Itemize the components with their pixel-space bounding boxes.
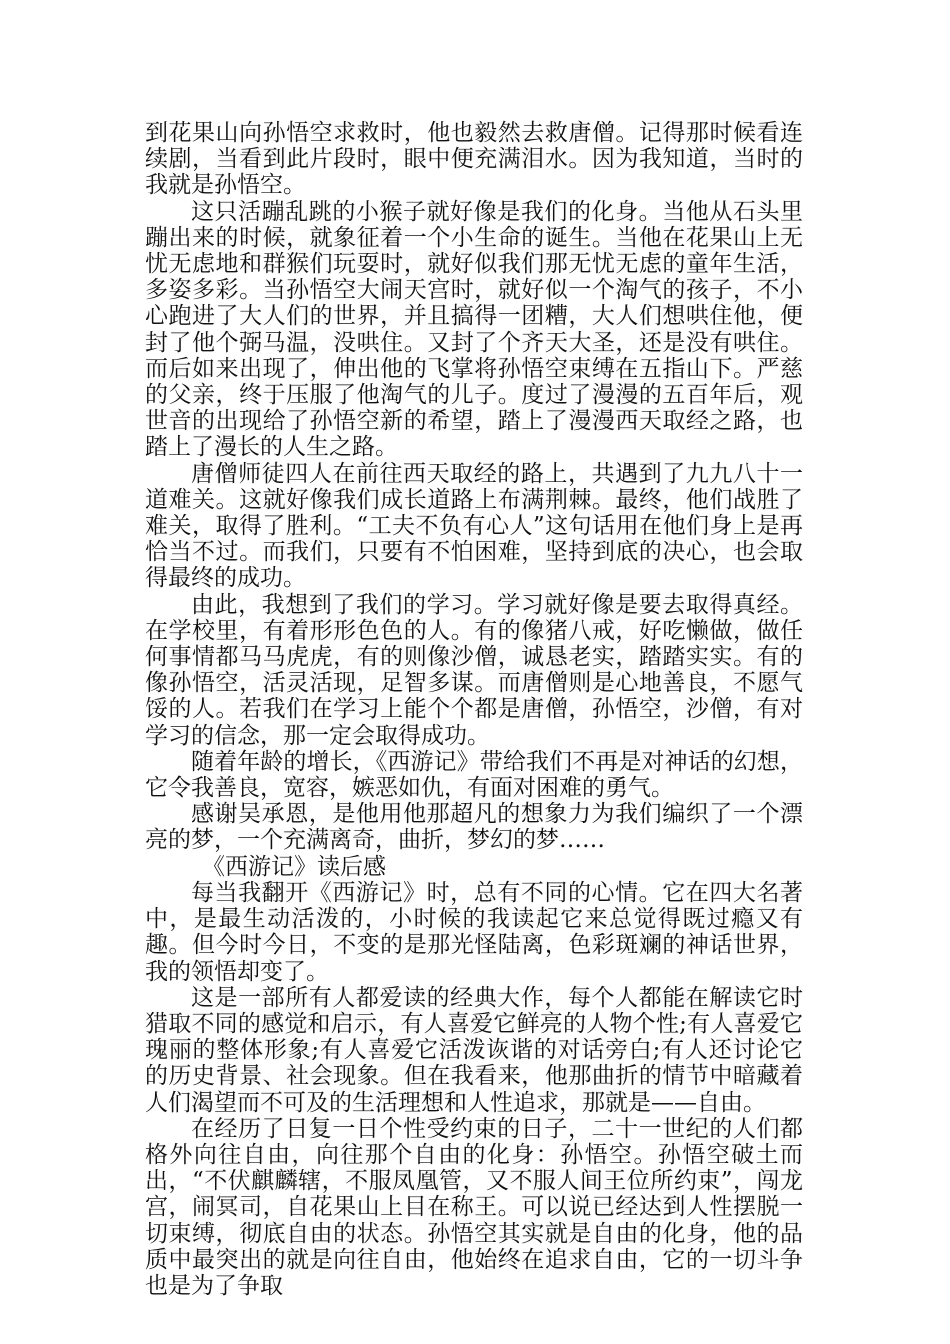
paragraph-1: 到花果山向孙悟空求救时，他也毅然去救唐僧。记得那时候看连续剧，当看到此片段时，眼中便充满泪水。因为我知道，当时的我就是孙悟空。 — [145, 120, 803, 199]
document-page — [145, 120, 803, 1299]
paragraph-7: 每当我翻开《西游记》时，总有不同的心情。它在四大名著中，是最生动活泼的，小时候的我读起它来总觉得既过瘾又有趣。但今时今日，不变的是那光怪陆离，色彩斑斓的神话世界，我的领悟却变了。 — [145, 879, 803, 985]
paragraph-6: 感谢吴承恩，是他用他那超凡的想象力为我们编织了一个漂亮的梦，一个充满离奇，曲折，梦幻的梦…… — [145, 801, 803, 854]
paragraph-2: 这只活蹦乱跳的小猴子就好像是我们的化身。当他从石头里蹦出来的时候，就象征着一个小生命的诞生。当他在花果山上无忧无虑地和群猴们玩耍时，就好似我们那无忧无虑的童年生活，多姿多彩。当孙悟空大闹天宫时，就好似一个淘气的孩子，不小心跑进了大人们的世界，并且搞得一团糟，大人们想哄住他，便封了他个弼马温，没哄住。又封了个齐天大圣，还是没有哄住。而后如来出现了，伸出他的飞掌将孙悟空束缚在五指山下。严慈的父亲，终于压服了他淘气的儿子。度过了漫漫的五百年后，观世音的出现给了孙悟空新的希望，踏上了漫漫西天取经之路，也踏上了漫长的人生之路。 — [145, 198, 803, 461]
section-heading: 《西游记》读后感 — [202, 853, 386, 880]
paragraph-3: 唐僧师徒四人在前往西天取经的路上，共遇到了九九八十一道难关。这就好像我们成长道路上布满荆棘。最终，他们战胜了难关，取得了胜利。“工夫不负有心人”这句话用在他们身上是再恰当不过。而我们，只要有不怕困难，坚持到底的决心，也会取得最终的成功。 — [145, 460, 803, 592]
paragraph-8: 这是一部所有人都爱读的经典大作，每个人都能在解读它时猎取不同的感觉和启示，有人喜爱它鲜亮的人物个性;有人喜爱它瑰丽的整体形象;有人喜爱它活泼诙谐的对话旁白;有人还讨论它的历史背景、社会现象。但在我看来，他那曲折的情节中暗藏着人们渴望而不可及的生活理想和人性追求，那就是——自由。 — [145, 984, 803, 1116]
paragraph-4: 由此，我想到了我们的学习。学习就好像是要去取得真经。在学校里，有着形形色色的人。有的像猪八戒，好吃懒做，做任何事情都马马虎虎，有的则像沙僧，诚恳老实，踏踏实实。有的像孙悟空，活灵活现，足智多谋。而唐僧则是心地善良，不愿气馁的人。若我们在学习上能个个都是唐僧，孙悟空，沙僧，有对学习的信念，那一定会取得成功。 — [145, 591, 803, 749]
paragraph-5: 随着年龄的增长，《西游记》带给我们不再是对神话的幻想，它令我善良，宽容，嫉恶如仇，有面对困难的勇气。 — [145, 748, 803, 802]
paragraph-9: 在经历了日复一日个性受约束的日子，二十一世纪的人们都格外向往自由，向往那个自由的化身：孙悟空。孙悟空破土而出，“不伏麒麟辖，不服凤凰管，又不服人间王位所约束”，闯龙宫，闹冥司，自花果山上目在称王。可以说已经达到人性摆脱一切束缚，彻底自由的状态。孙悟空其实就是自由的化身，他的品质中最突出的就是向往自由，他始终在追求自由，它的一切斗争也是为了争取 — [145, 1115, 803, 1299]
